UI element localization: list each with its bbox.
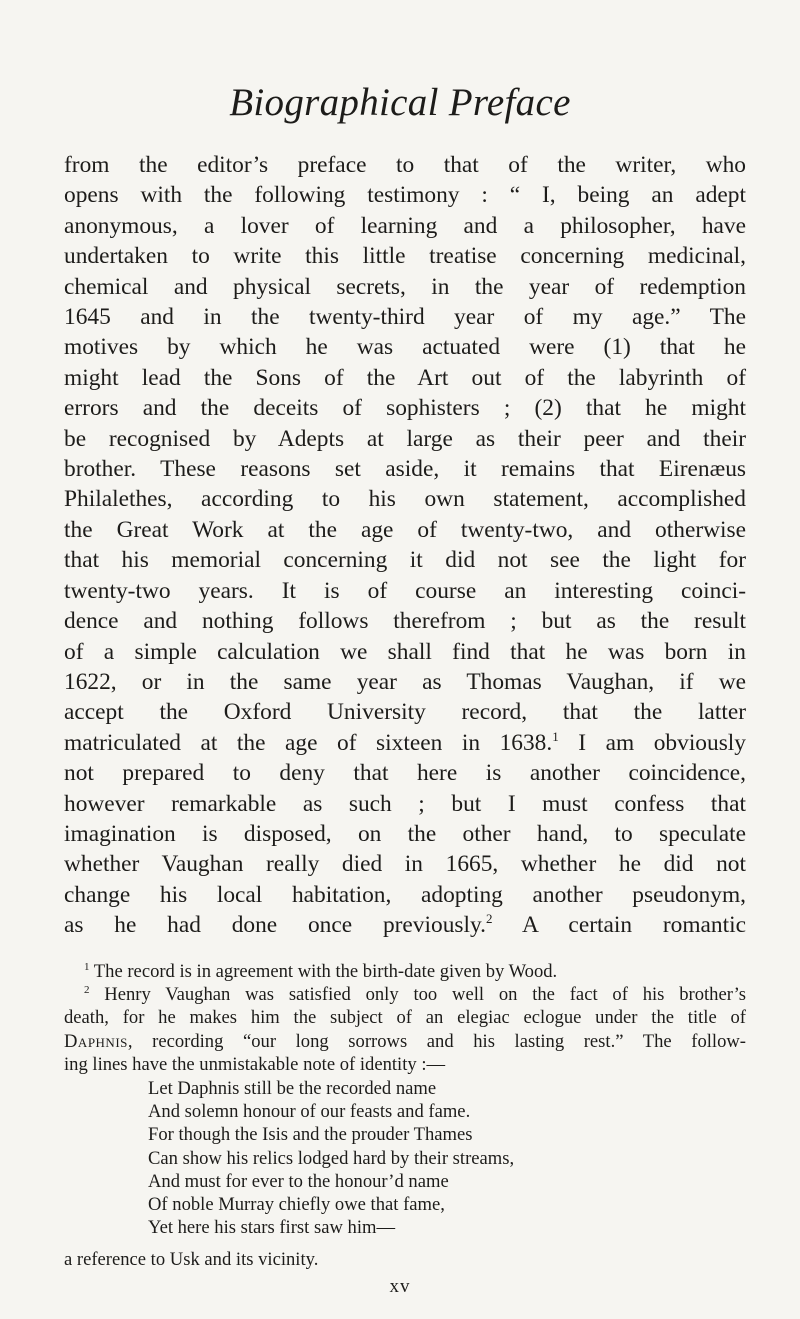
line-text: I am obviously (558, 729, 746, 756)
body-line: that his memorial concerning it did not see the light for (64, 547, 746, 574)
poem-line: Let Daphnis still be the recorded name (148, 1078, 437, 1099)
running-head: Biographical Preface (229, 81, 571, 124)
footnote-2-line (64, 1030, 746, 1053)
body-line: undertaken to write this little treatise concerning medicinal, (64, 243, 746, 270)
body-line: 1645 and in the twenty-third year of my age.” The (64, 304, 746, 331)
body-line: however remarkable as such ; but I must confess that (64, 790, 746, 817)
body-line: change his local habitation, adopting another pseudonym, (64, 881, 746, 908)
poem-line: Yet here his stars first saw him— (148, 1217, 396, 1239)
body-line-with-note-ref (64, 910, 746, 940)
body-line: dence and nothing follows therefrom ; but as the result (64, 608, 746, 635)
footnote-1-mark: 1 (84, 961, 90, 973)
body-line: imagination is disposed, on the other hand, to speculate (64, 820, 746, 847)
body-line: brother. These reasons set aside, it remains that Eirenæus (64, 456, 746, 483)
body-line: from the editor’s preface to that of the writer, who (64, 152, 746, 178)
line-text: A certain romantic (492, 912, 746, 939)
footnote-2-mark: 2 (84, 984, 90, 997)
poem-line: Can show his relics lodged hard by their streams, (148, 1147, 515, 1169)
footnote-ref-2: 2 (486, 911, 493, 927)
body-line-with-note-ref (64, 728, 746, 758)
footnote-2-text: , recording “our long sorrows and his lasting rest.” The follow- (127, 1030, 746, 1052)
body-line: opens with the following testimony : “ I, being an adept (64, 182, 746, 209)
body-line: might lead the Sons of the Art out of the labyrinth of (64, 364, 746, 391)
body-line: chemical and physical secrets, in the year of redemption (64, 273, 746, 300)
daphnis-small-caps: Daphnis (64, 1030, 128, 1052)
body-line: twenty-two years. It is of course an interesting coinci- (64, 577, 746, 604)
body-text (64, 150, 746, 941)
body-line: Philalethes, according to his own statement, accomplished (64, 486, 746, 513)
footnote-1 (64, 960, 746, 983)
line-text: matriculated at the age of sixteen in 1638. (64, 729, 553, 756)
body-line: motives by which he was actuated were (1) that he (64, 334, 746, 361)
footnote-2-text: Henry Vaughan was satisfied only too well on the fact of his brother’s (89, 984, 746, 1006)
poem-line: Of noble Murray chiefly owe that fame, (148, 1194, 445, 1216)
body-line: the Great Work at the age of twenty-two, and otherwise (64, 516, 746, 543)
footnote-ref-1: 1 (552, 728, 559, 744)
body-line: be recognised by Adepts at large as their peer and their (64, 425, 746, 452)
body-line: errors and the deceits of sophisters ; (2) that he might (64, 395, 746, 422)
line-text: as he had done once previously. (64, 912, 487, 939)
body-line: of a simple calculation we shall find that he was born in (64, 638, 746, 665)
footnote-2-line: ing lines have the unmistakable note of identity :— (64, 1053, 446, 1075)
footnote-continuation: a reference to Usk and its vicinity. (64, 1249, 319, 1270)
poem-line: And must for ever to the honour’d name (148, 1170, 449, 1192)
poem-line: For though the Isis and the prouder Thames (148, 1124, 473, 1146)
body-line: not prepared to deny that here is another coincidence, (64, 760, 746, 787)
body-line: 1622, or in the same year as Thomas Vaughan, if we (64, 668, 746, 695)
poem-line: And solemn honour of our feasts and fame. (148, 1101, 471, 1123)
page-number: xv (389, 1276, 411, 1297)
footnote-1-text: The record is in agreement with the birth-date given by Wood. (89, 961, 558, 982)
poem-quotation (148, 1077, 708, 1239)
body-line: anonymous, a lover of learning and a philosopher, have (64, 212, 746, 239)
footnote-2-line: death, for he makes him the subject of an elegiac eclogue under the title of (64, 1007, 746, 1029)
footnote-2-line (64, 983, 746, 1006)
body-line: accept the Oxford University record, that the latter (64, 699, 746, 726)
footnotes (64, 960, 746, 1076)
body-line: whether Vaughan really died in 1665, whether he did not (64, 851, 746, 878)
